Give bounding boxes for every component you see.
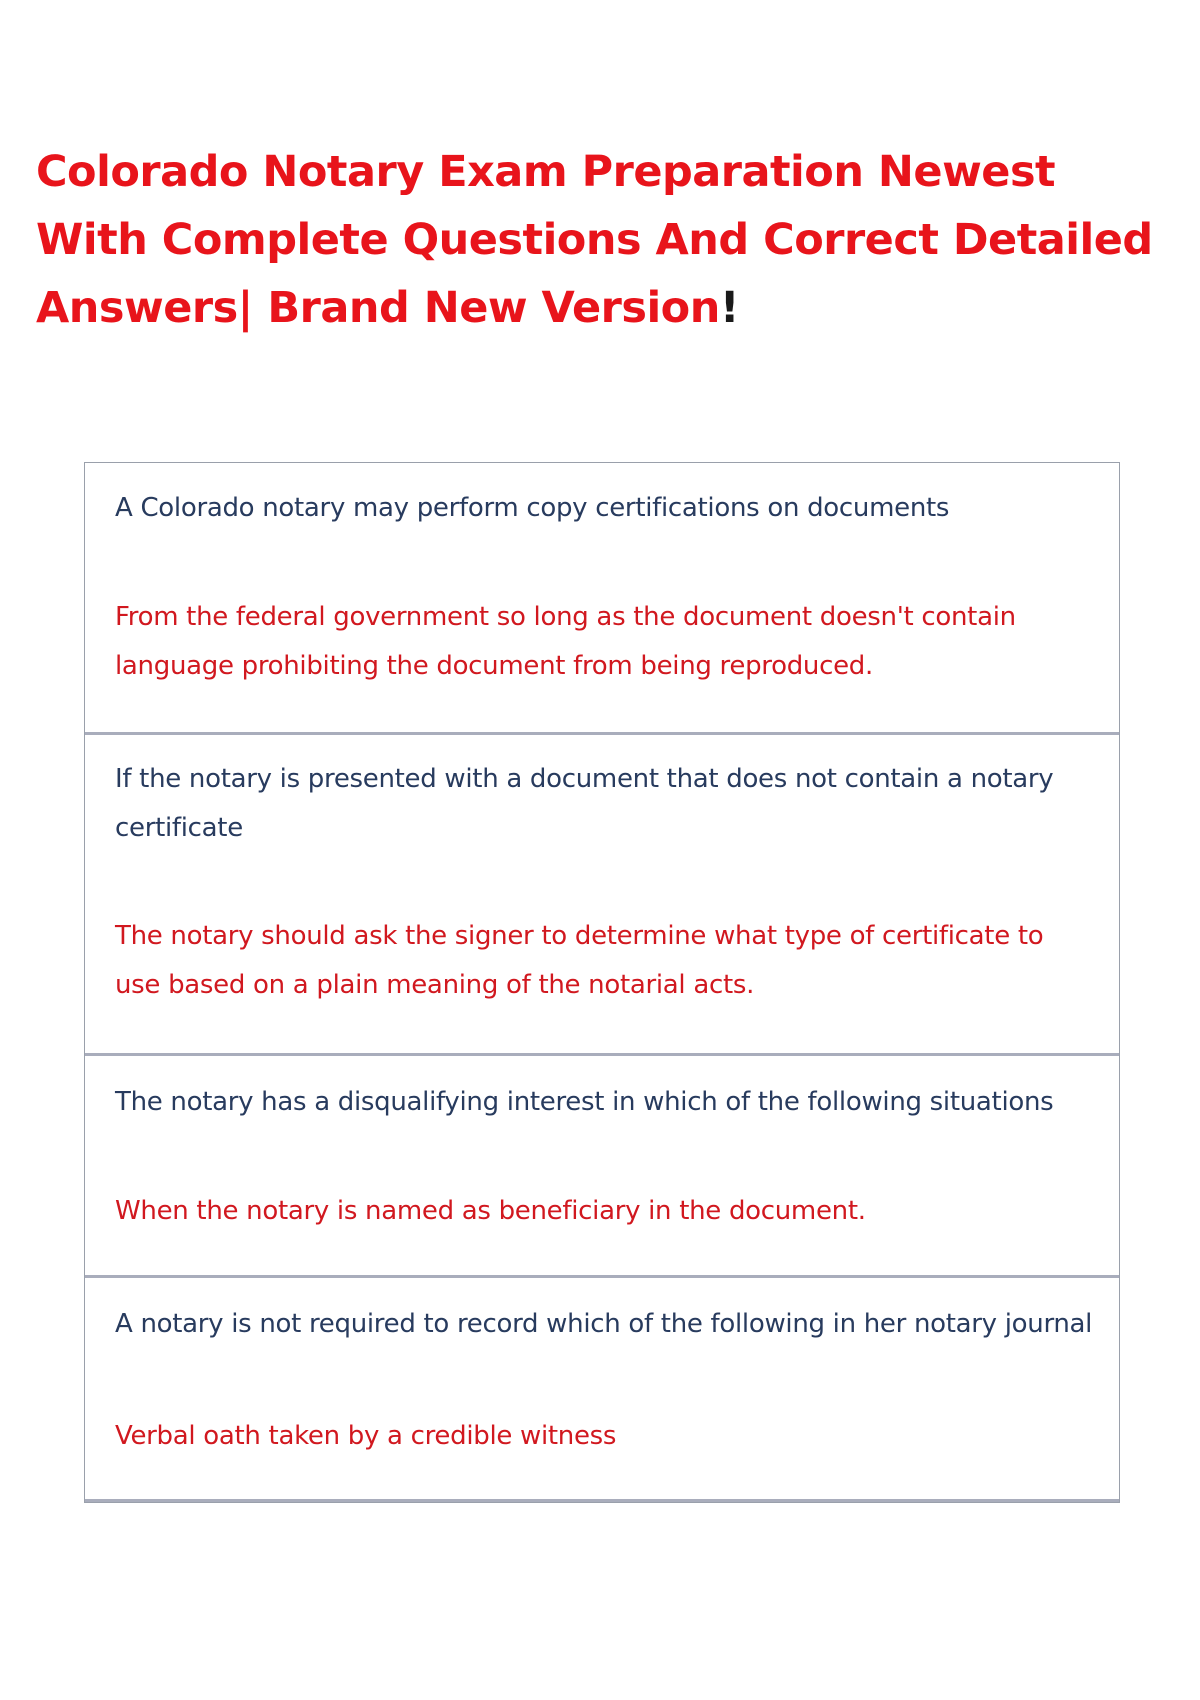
qa-row: [85, 735, 1119, 1056]
answer-text: Verbal oath taken by a credible witness: [115, 1421, 617, 1451]
question-text: If the notary is presented with a document that does not contain a notary certificate: [115, 764, 1054, 843]
qa-row: [85, 1056, 1119, 1278]
qa-row: [85, 463, 1119, 735]
question-text: A Colorado notary may perform copy certifications on documents: [115, 493, 950, 523]
qa-table: [84, 462, 1120, 1503]
qa-row: [85, 1278, 1119, 1502]
question-text: The notary has a disqualifying interest in which of the following situations: [115, 1087, 1054, 1117]
question-text: A notary is not required to record which of the following in her notary journal: [115, 1309, 1093, 1339]
document-title-suffix: !: [719, 283, 739, 333]
answer-text: From the federal government so long as the document doesn't contain language prohibiting the document from being reproduced.: [115, 602, 1016, 681]
answer-text: When the notary is named as beneficiary in the document.: [115, 1196, 866, 1226]
document-title: [36, 138, 1176, 342]
document-title-text: Colorado Notary Exam Preparation Newest With Complete Questions And Correct Detailed Answers| Brand New Version: [36, 147, 1153, 333]
answer-text: The notary should ask the signer to determine what type of certificate to use based on a plain meaning of the notarial acts.: [115, 921, 1044, 1000]
